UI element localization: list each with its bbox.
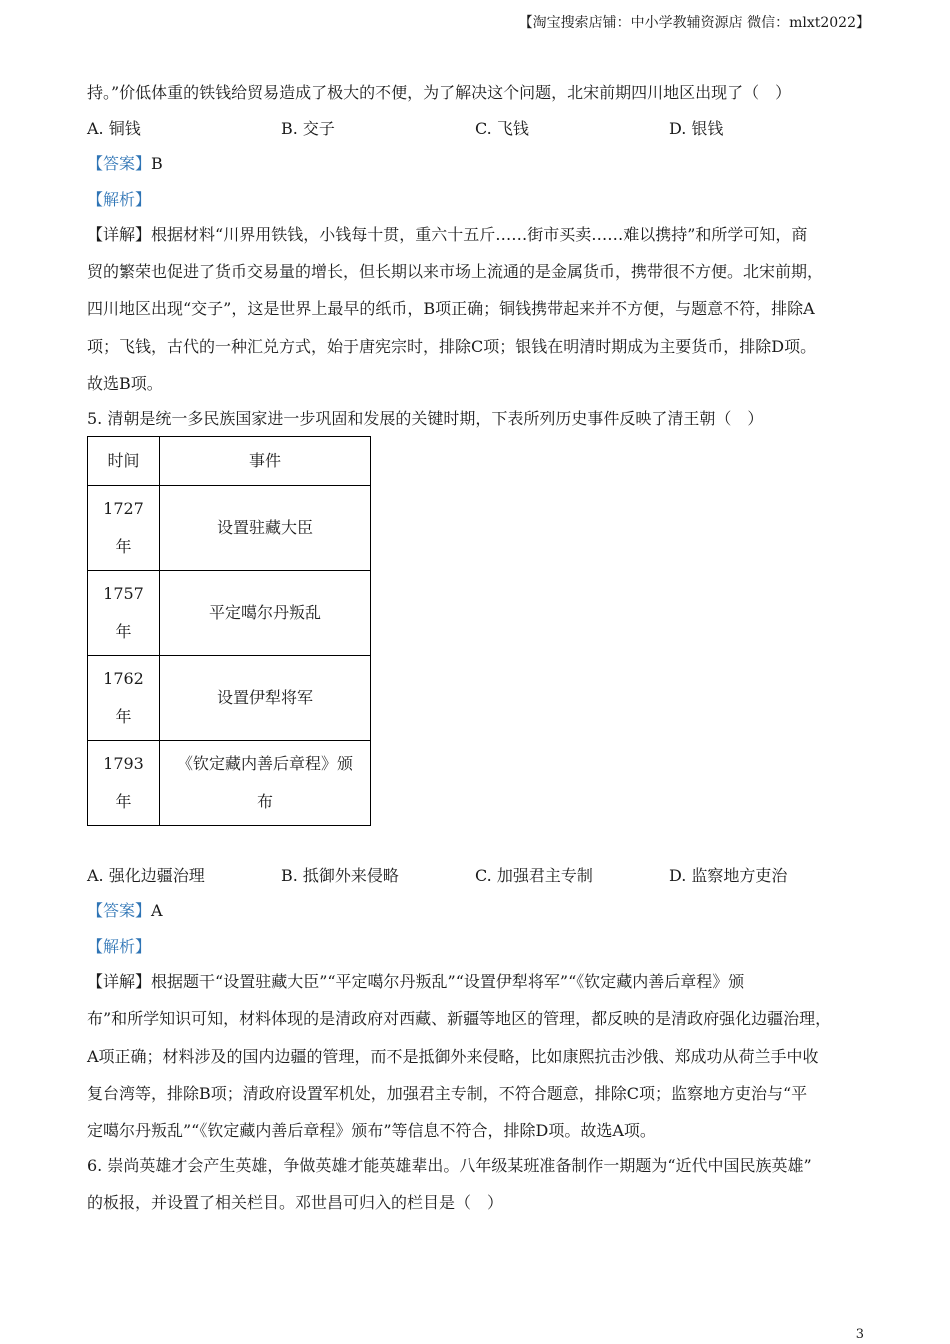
q5-detail-line-4: 复台湾等，排除B项；清政府设置军机处，加强君主专制，不符合题意，排除C项；监察地方吏治与“平 [87,1084,808,1103]
year-unit: 年 [115,537,132,556]
q4-stem-tail: 持。”价低体重的铁钱给贸易造成了极大的不便，为了解决这个问题，北宋前期四川地区出现了（ ） [87,83,792,102]
q5-answer-value: A [151,901,163,920]
table-row [88,571,371,656]
table-cell-year [88,486,160,571]
q4-answer [87,151,163,174]
table-cell-event [160,741,371,826]
table-cell-year [88,656,160,741]
q6-stem-line-1: 6. 崇尚英雄才会产生英雄，争做英雄才能英雄辈出。八年级某班准备制作一期题为“近代中国民族英雄” [87,1156,812,1175]
q5-option-c: C. 加强君主专制 [475,866,593,885]
page-number: 3 [855,1327,864,1342]
q5-detail-line-3: A项正确；材料涉及的国内边疆的管理，而不是抵御外来侵略，比如康熙抗击沙俄、郑成功从荷兰手中收 [87,1047,819,1066]
event-text: 设置驻藏大臣 [216,518,313,537]
q4-option-b: B. 交子 [281,119,335,138]
q4-detail-line-4: 项；飞钱，古代的一种汇兑方式，始于唐宪宗时，排除C项；银钱在明清时期成为主要货币，排除D项。 [87,337,817,356]
year-value: 1762 [103,669,144,688]
q5-option-d: D. 监察地方吏治 [669,866,788,885]
event-text: 《钦定藏内善后章程》颁 [176,754,353,773]
event-text-cont: 布 [256,792,273,811]
q5-analysis-tag: 【解析】 [87,937,152,956]
table-header-event: 事件 [160,437,371,486]
year-value: 1727 [103,499,144,518]
q5-detail-line-5: 定噶尔丹叛乱”“《钦定藏内善后章程》颁布”等信息不符合，排除D项。故选A项。 [87,1121,656,1140]
event-text: 设置伊犁将军 [216,688,313,707]
year-unit: 年 [115,792,132,811]
q5-detail-line-1 [87,969,744,992]
q4-detail-line-5: 故选B项。 [87,374,163,393]
table-row [88,656,371,741]
year-unit: 年 [115,707,132,726]
year-value: 1793 [103,754,144,773]
page-header-ad: 【淘宝搜索店铺：中小学教辅资源店 微信：mlxt2022】 [518,15,870,31]
q4-detail-text-1: 根据材料“川界用铁钱，小钱每十贯，重六十五斤……街市买卖……难以携持”和所学可知，商 [151,225,808,244]
q4-option-d: D. 银钱 [669,119,724,138]
q4-analysis-tag: 【解析】 [87,190,152,209]
table-header-time: 时间 [88,437,160,486]
table-cell-event [160,486,371,571]
q5-answer-tag: 【答案】 [87,901,152,920]
q5-stem: 5. 清朝是统一多民族国家进一步巩固和发展的关键时期，下表所列历史事件反映了清王朝（ ） [87,409,764,428]
table-cell-event [160,571,371,656]
q4-detail-line-2: 贸的繁荣也促进了货币交易量的增长，但长期以来市场上流通的是金属货币，携带很不方便。北宋前期， [87,262,824,281]
q5-answer [87,898,163,921]
table-cell-year [88,571,160,656]
table-row [88,486,371,571]
q4-answer-value: B [151,154,163,173]
q6-stem-line-2: 的板报，并设置了相关栏目。邓世昌可归入的栏目是（ ） [87,1193,504,1212]
q5-events-table [87,436,371,826]
q4-detail-line-3: 四川地区出现“交子”，这是世界上最早的纸币，B项正确；铜钱携带起来并不方便，与题意不符，排除A [87,299,815,318]
q5-detail-text-1: 根据题干“设置驻藏大臣”“平定噶尔丹叛乱”“设置伊犁将军”“《钦定藏内善后章程》颁 [151,972,745,991]
year-value: 1757 [103,584,144,603]
q4-detail-tag: 【详解】 [87,225,152,244]
table-row [88,741,371,826]
q4-detail-line-1 [87,222,807,245]
q4-option-a: A. 铜钱 [87,119,141,138]
q5-detail-line-2: 布”和所学知识可知，材料体现的是清政府对西藏、新疆等地区的管理，都反映的是清政府强化边疆治理， [87,1009,832,1028]
q5-option-a: A. 强化边疆治理 [87,866,205,885]
q5-detail-tag: 【详解】 [87,972,152,991]
q5-option-b: B. 抵御外来侵略 [281,866,399,885]
event-text: 平定噶尔丹叛乱 [208,603,321,622]
q4-option-c: C. 飞钱 [475,119,529,138]
table-cell-event [160,656,371,741]
table-cell-year [88,741,160,826]
year-unit: 年 [115,622,132,641]
q4-answer-tag: 【答案】 [87,154,152,173]
table-header-row [88,437,371,486]
